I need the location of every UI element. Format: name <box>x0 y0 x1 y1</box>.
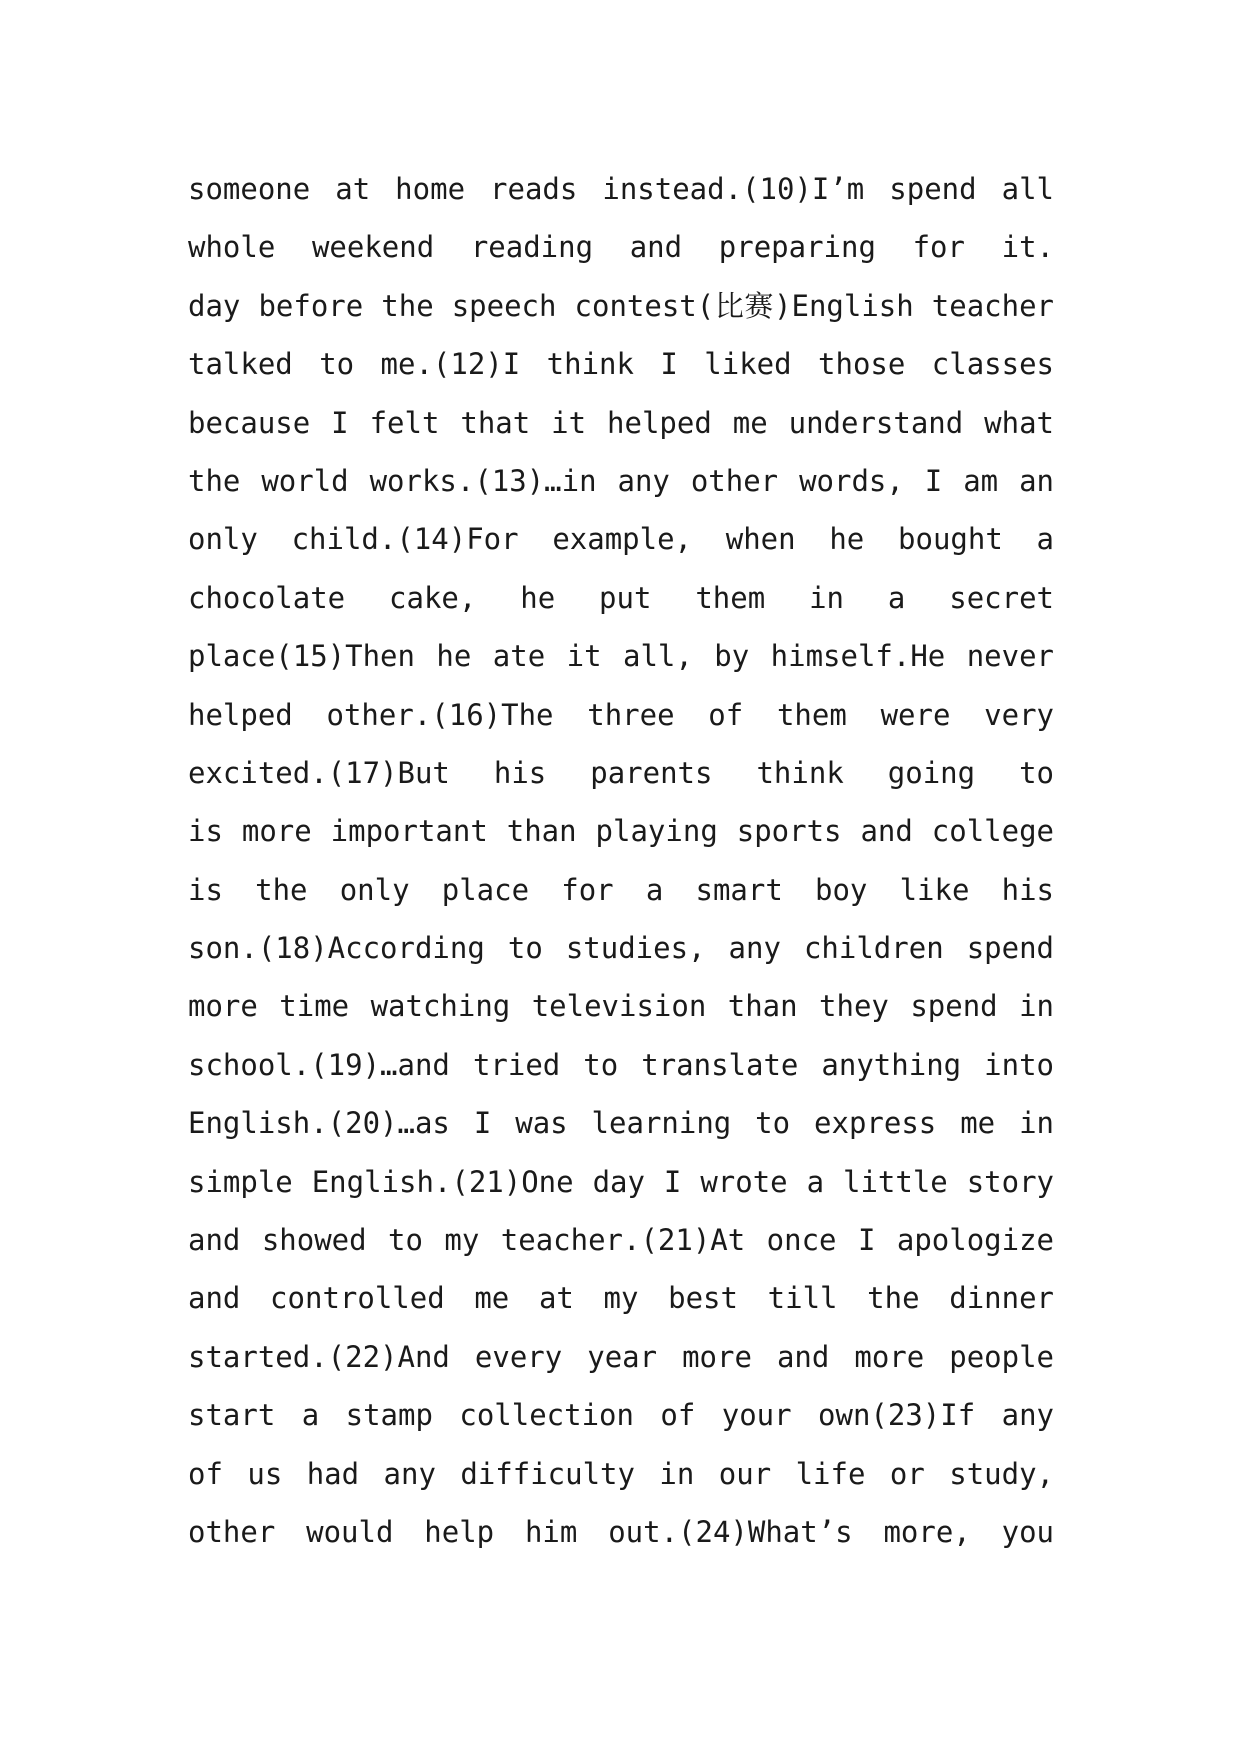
text-line: because I felt that it helped me understand what <box>188 405 1054 440</box>
text-line: is more important than playing sports and college <box>188 814 1054 849</box>
text-line: talked to me.(12)I think I liked those classes <box>188 347 1054 382</box>
text-line: of us had any difficulty in our life or study, <box>188 1456 1054 1491</box>
text-line: son.(18)According to studies, any children spend <box>188 931 1054 966</box>
text-line: chocolate cake, he put them in a secret <box>188 580 1054 615</box>
text-line: simple English.(21)One day I wrote a little story <box>188 1164 1054 1199</box>
body-text <box>188 160 1054 1561</box>
text-line: start a stamp collection of your own(23)If any <box>188 1398 1054 1433</box>
text-line: day before the speech contest(比赛)English teacher <box>188 288 1054 323</box>
text-line: more time watching television than they spend in <box>188 989 1054 1024</box>
text-line: place(15)Then he ate it all, by himself.He never <box>188 639 1054 674</box>
text-line: only child.(14)For example, when he bought a <box>188 522 1054 557</box>
text-line: whole weekend reading and preparing for it. <box>188 230 1054 265</box>
text-line: school.(19)…and tried to translate anything into <box>188 1047 1054 1082</box>
text-line: other would help him out.(24)What’s more, you <box>188 1514 1054 1549</box>
text-line: helped other.(16)The three of them were very <box>188 697 1054 732</box>
text-line: and showed to my teacher.(21)At once I apologize <box>188 1223 1054 1258</box>
text-line: is the only place for a smart boy like his <box>188 872 1054 907</box>
text-line: the world works.(13)…in any other words, I am an <box>188 463 1054 498</box>
text-line: someone at home reads instead.(10)I’m spend all <box>188 172 1054 206</box>
text-line: English.(20)…as I was learning to express me in <box>188 1106 1054 1141</box>
text-line: started.(22)And every year more and more people <box>188 1339 1054 1374</box>
text-line: excited.(17)But his parents think going to <box>188 755 1054 790</box>
text-line: and controlled me at my best till the dinner <box>188 1281 1054 1316</box>
